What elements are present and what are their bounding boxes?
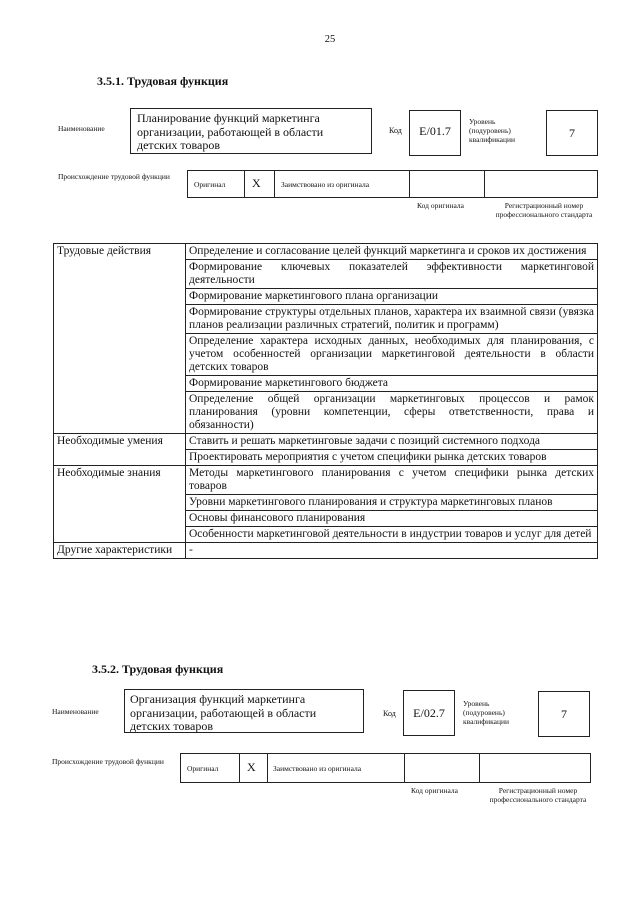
original-mark-1: X [252, 176, 261, 190]
action-item: Формирование структуры отдельных планов, характера их взаимной связи (увязка планов реализации различных стратегий, политик и программ) [186, 305, 598, 334]
code-box-1 [409, 110, 461, 156]
labor-function-table [53, 243, 598, 559]
level-box-2 [538, 691, 590, 737]
page-number: 25 [324, 34, 336, 45]
knowledge-item: Методы маркетингового планирования с учетом специфики рынка детских товаров [186, 466, 598, 495]
section-heading-2: 3.5.2. Трудовая функция [92, 662, 224, 676]
knowledge-item: Особенности маркетинговой деятельности в индустрии товаров и услуг для детей [186, 527, 598, 543]
origin-label-1: Происхождение трудовой функции [58, 172, 170, 181]
action-item: Определение характера исходных данных, необходимых для планирования, с учетом особенностей организации маркетинговой деятельности в области детских товаров [186, 334, 598, 376]
origin-row-1 [187, 170, 598, 198]
function-name-box-1 [130, 108, 372, 154]
action-item: Формирование маркетингового плана организации [186, 289, 598, 305]
action-item: Определение и согласование целей функций маркетинга и сроков их достижения [186, 244, 598, 260]
function-name-box-2 [124, 689, 364, 733]
level-label-2: Уровень (подуровень) квалификации [463, 699, 510, 726]
code-label-2: Код [383, 709, 396, 718]
knowledge-label: Необходимые знания [54, 466, 186, 543]
code-original-label-1: Код оригинала [417, 201, 464, 210]
action-item: Формирование маркетингового бюджета [186, 376, 598, 392]
skill-item: Проектировать мероприятия с учетом специфики рынка детских товаров [186, 450, 598, 466]
other-label: Другие характеристики [54, 543, 186, 559]
origin-label-2: Происхождение трудовой функции [52, 757, 164, 766]
original-mark-2: X [247, 760, 256, 774]
knowledge-item: Уровни маркетингового планирования и структура маркетинговых планов [186, 495, 598, 511]
skills-label: Необходимые умения [54, 434, 186, 466]
level-value-1: 7 [569, 126, 575, 140]
function-name-1: Планирование функций маркетинга организации, работающей в области детских товаров [137, 111, 324, 152]
level-box-1 [546, 110, 598, 156]
action-item: Определение общей организации маркетинговых процессов и рамок планирования (уровни компетенции, сферы ответственности, права и обязанности) [186, 392, 598, 434]
borrowed-label-2: Заимствовано из оригинала [273, 764, 362, 773]
level-value-2: 7 [561, 707, 567, 721]
skill-item: Ставить и решать маркетинговые задачи с позиций системного подхода [186, 434, 598, 450]
section-heading-1: 3.5.1. Трудовая функция [97, 74, 229, 88]
level-label-1: Уровень (подуровень) квалификации [469, 117, 516, 144]
code-value-2: E/02.7 [413, 706, 445, 720]
reg-number-label-2: Регистрационный номер профессионального стандарта [489, 786, 587, 804]
code-label-1: Код [389, 126, 402, 135]
original-label-2: Оригинал [187, 764, 219, 773]
action-item: Формирование ключевых показателей эффективности маркетинговой деятельности [186, 260, 598, 289]
borrowed-label-1: Заимствовано из оригинала [281, 180, 370, 189]
original-label-1: Оригинал [194, 180, 226, 189]
code-box-2 [403, 690, 455, 736]
function-name-2: Организация функций маркетинга организации, работающей в области детских товаров [130, 692, 317, 733]
origin-row-2 [180, 753, 591, 783]
code-original-label-2: Код оригинала [411, 786, 458, 795]
code-value-1: E/01.7 [419, 124, 451, 138]
name-label-1: Наименование [58, 124, 105, 133]
name-label-2: Наименование [52, 707, 99, 716]
actions-label: Трудовые действия [54, 244, 186, 434]
reg-number-label-1: Регистрационный номер профессионального стандарта [495, 201, 593, 219]
other-value: - [186, 543, 598, 559]
knowledge-item: Основы финансового планирования [186, 511, 598, 527]
